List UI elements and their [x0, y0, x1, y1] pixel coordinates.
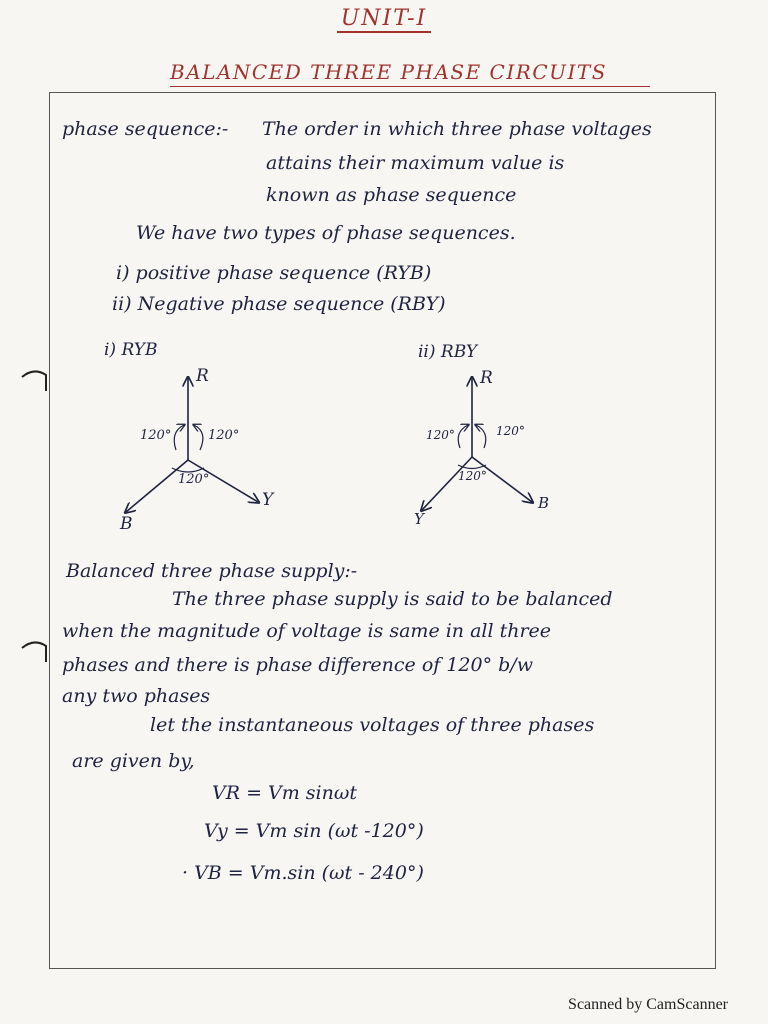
- diagram-2-caption: ii) RBY: [418, 342, 478, 362]
- diagram-ryb: [126, 378, 258, 512]
- phase-sequence-types-intro: We have two types of phase sequences.: [136, 222, 516, 244]
- balanced-supply-heading: Balanced three phase supply:-: [66, 560, 358, 582]
- phase-sequence-definition-3: known as phase sequence: [266, 184, 517, 206]
- diagram-1-angle-left: 120°: [140, 428, 172, 443]
- balanced-supply-line-3: phases and there is phase difference of 120° b/w: [62, 654, 533, 676]
- phasor-y-2: [422, 457, 472, 510]
- diagram-1-label-r: R: [196, 366, 209, 386]
- angle-arc-left-2: [458, 425, 468, 448]
- angle-arc-right-2: [476, 425, 486, 448]
- diagram-1-angle-bottom: 120°: [178, 472, 210, 487]
- equation-vy: Vy = Vm sin (ωt -120°): [204, 820, 424, 842]
- angle-arc-right-1: [194, 425, 203, 450]
- diagram-1-caption: i) RYB: [104, 340, 158, 360]
- diagram-2-label-y: Y: [414, 510, 424, 528]
- balanced-supply-line-6: are given by,: [72, 750, 195, 772]
- phase-sequence-type-1: i) positive phase sequence (RYB): [116, 262, 432, 284]
- diagram-2-label-r: R: [480, 368, 493, 388]
- diagram-1-label-y: Y: [262, 490, 274, 510]
- scanner-watermark: Scanned by CamScanner: [568, 996, 728, 1013]
- diagram-2-angle-bottom: 120°: [458, 469, 487, 483]
- balanced-supply-line-4: any two phases: [62, 685, 211, 707]
- diagram-2-angle-left: 120°: [426, 428, 455, 442]
- page-title: BALANCED THREE PHASE CIRCUITS: [170, 60, 607, 84]
- phase-sequence-definition-2: attains their maximum value is: [266, 152, 565, 174]
- equation-vb: · VB = Vm.sin (ωt - 240°): [182, 862, 424, 884]
- balanced-supply-line-5: let the instantaneous voltages of three phases: [150, 714, 595, 736]
- balanced-supply-line-1: The three phase supply is said to be balanced: [172, 588, 613, 610]
- angle-arc-left-1: [174, 425, 184, 450]
- diagram-1-angle-right: 120°: [208, 428, 240, 443]
- phase-sequence-definition-1: The order in which three phase voltages: [262, 118, 652, 140]
- balanced-supply-line-2: when the magnitude of voltage is same in all three: [62, 620, 552, 642]
- diagram-rby: [422, 378, 532, 510]
- equation-vr: VR = Vm sinωt: [212, 782, 357, 804]
- diagram-1-label-b: B: [120, 514, 133, 534]
- punch-mark-bottom: [20, 636, 50, 666]
- diagram-2-label-b: B: [538, 494, 550, 512]
- phase-sequence-type-2: ii) Negative phase sequence (RBY): [112, 293, 446, 315]
- unit-label: UNIT-I: [337, 6, 431, 33]
- phase-sequence-term: phase sequence:-: [62, 118, 229, 140]
- diagram-2-angle-right: 120°: [496, 424, 525, 438]
